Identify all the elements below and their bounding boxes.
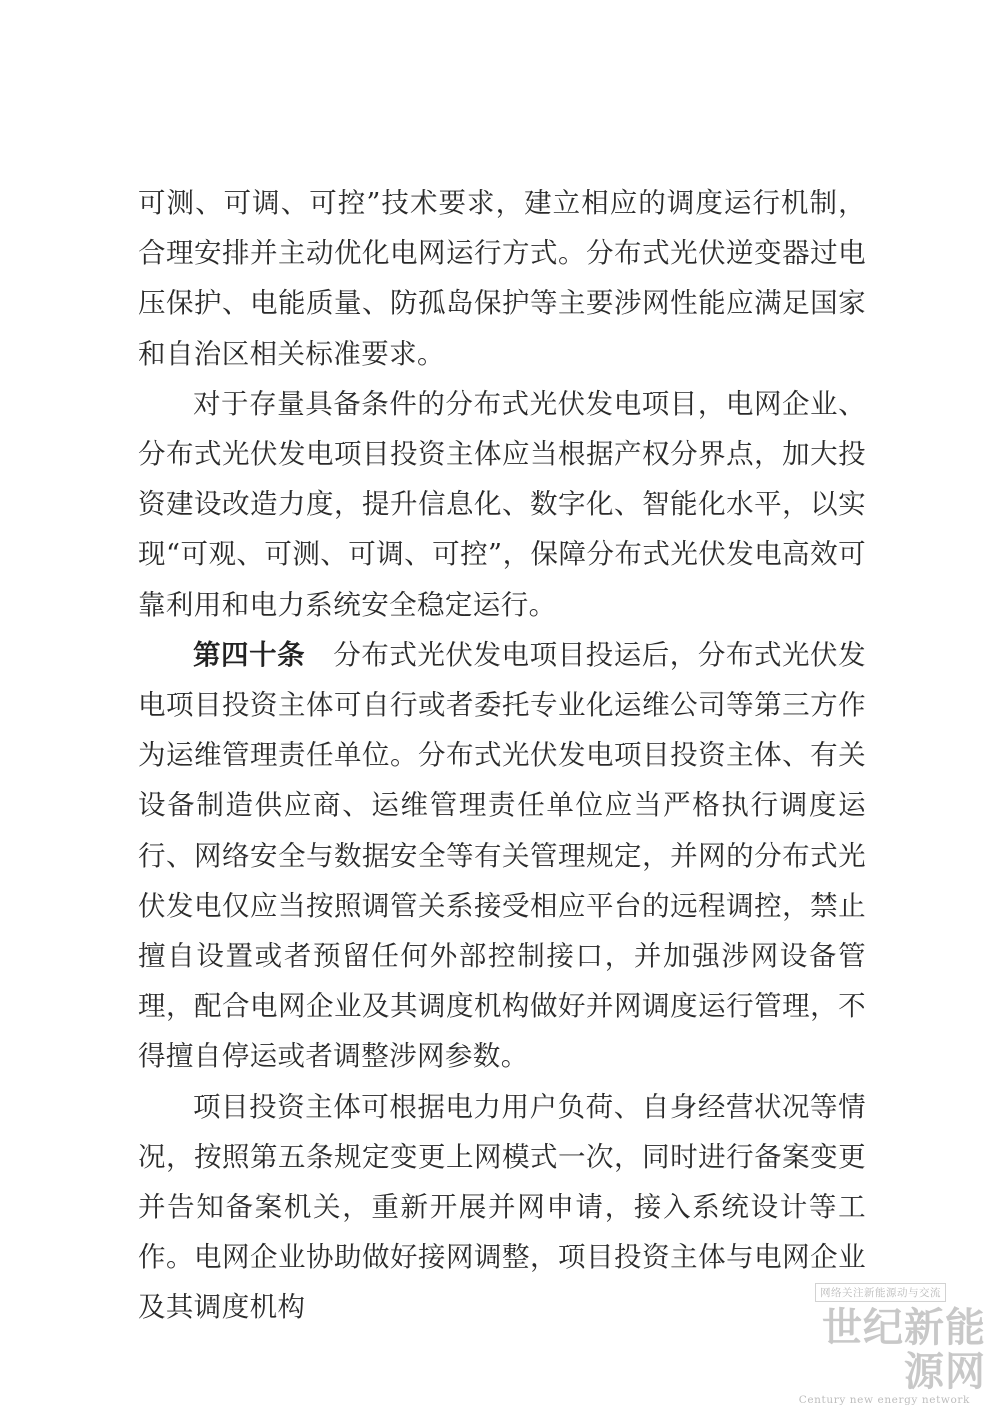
paragraph-text: 项目投资主体可根据电力用户负荷、自身经营状况等情况，按照第五条规定变更上网模式一次，同时进行备案变更并告知备案机关，重新开展并网申请，接入系统设计等工作。电网企业协助做好接网调整，项目投资主体与电网企业及其调度机构 (138, 1090, 866, 1324)
watermark-logo: 世纪新能源网 (822, 1304, 986, 1395)
paragraph-text: 分布式光伏发电项目投运后，分布式光伏发电项目投资主体可自行或者委托专业化运维公司等第三方作为运维管理责任单位。分布式光伏发电项目投资主体、有关设备制造供应商、运维管理责任单位应当严格执行调度运行、网络安全与数据安全等有关管理规定，并网的分布式光伏发电仅应当按照调管关系接受相应平台的远程调控，禁止擅自设置或者预留任何外部控制接口，并加强涉网设备管理，配合电网企业及其调度机构做好并网调度运行管理，不得擅自停运或者调整涉网参数。 (138, 638, 866, 1073)
paragraph-text: 对于存量具备条件的分布式光伏发电项目，电网企业、分布式光伏发电项目投资主体应当根据产权分界点，加大投资建设改造力度，提升信息化、数字化、智能化水平，以实现“可观、可测、可调、可控”，保障分布式光伏发电高效可靠利用和电力系统安全稳定运行。 (138, 387, 866, 621)
paragraph-mode-change (138, 1082, 866, 1333)
watermark (786, 1281, 986, 1406)
document-body (138, 178, 866, 1333)
article-number: 第四十条 (193, 638, 306, 671)
paragraph-article-40 (138, 630, 866, 1082)
paragraph-existing-projects (138, 379, 866, 630)
paragraph-text: 可测、可调、可控”技术要求，建立相应的调度运行机制，合理安排并主动优化电网运行方式。分布式光伏逆变器过电压保护、电能质量、防孤岛保护等主要涉网性能应满足国家和自治区相关标准要求。 (138, 187, 866, 370)
watermark-tagline: 网络关注新能源动与交流 (815, 1283, 946, 1302)
paragraph-gap (305, 639, 333, 671)
watermark-english: Century new energy network (798, 1394, 970, 1406)
paragraph-continuation (138, 178, 866, 379)
